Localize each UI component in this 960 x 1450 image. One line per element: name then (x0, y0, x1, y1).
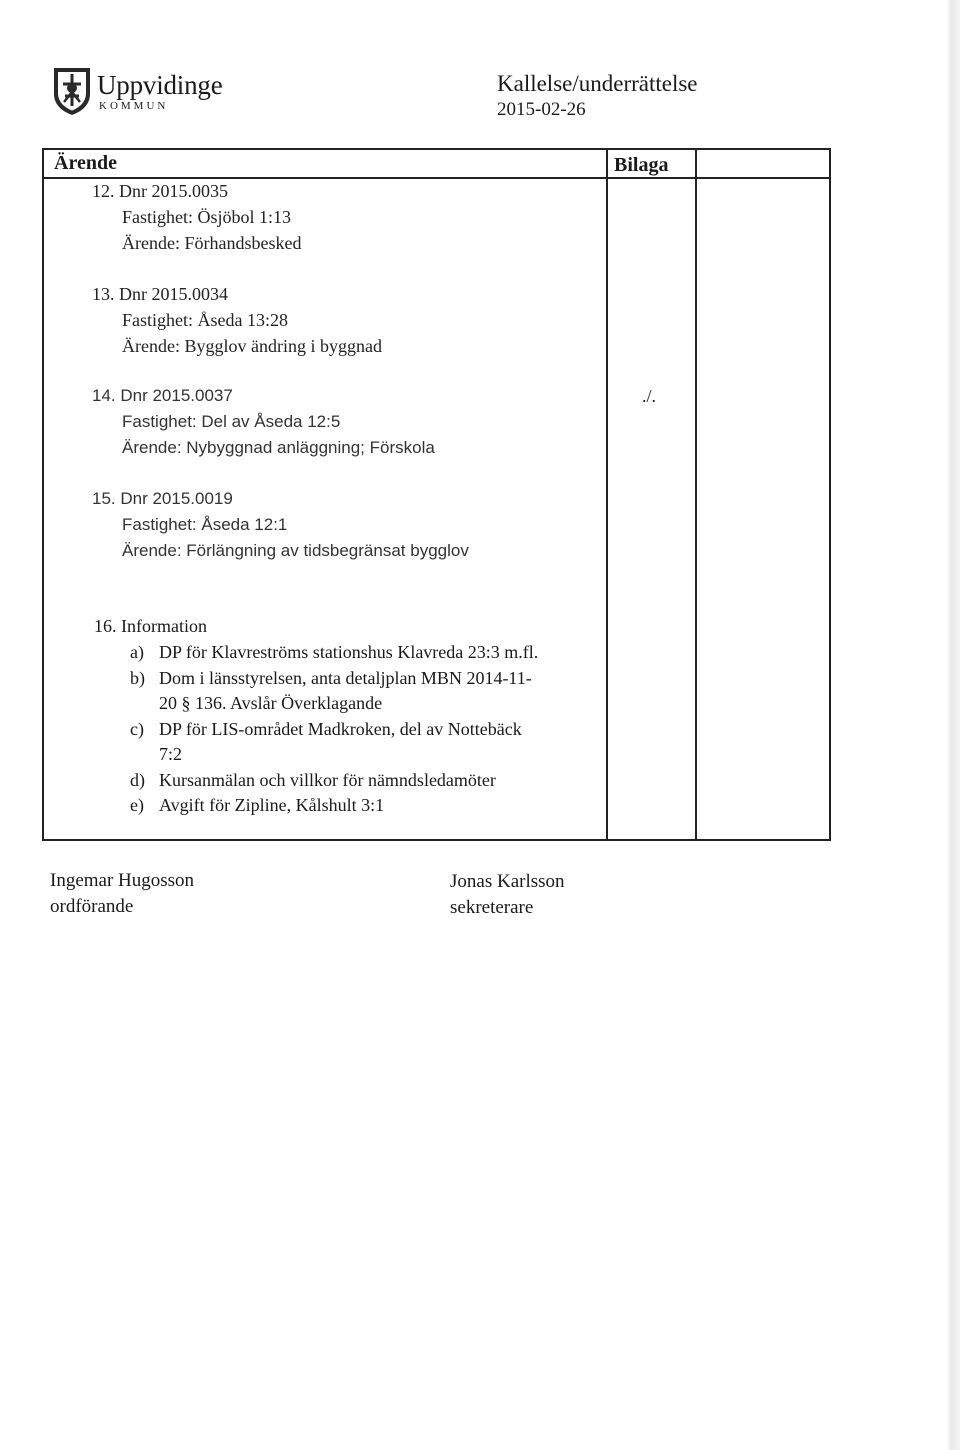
list-line: 7:2 (159, 744, 183, 764)
list-text (159, 717, 570, 768)
item-arende: Ärende: Förhandsbesked (122, 233, 302, 253)
agenda-item-16-information (94, 614, 539, 815)
municipality-crest-logo (52, 66, 92, 116)
list-item (130, 666, 570, 717)
list-text (159, 666, 570, 717)
empty-column-divider (695, 150, 697, 839)
column-header-arende: Ärende (54, 152, 117, 174)
item-fastighet: Fastighet: Del av Åseda 12:5 (122, 412, 341, 431)
list-text (159, 768, 570, 794)
list-text (159, 793, 570, 819)
signature-chairman (50, 868, 194, 920)
list-letter: c) (130, 718, 144, 739)
item-fastighet: Fastighet: Åseda 12:1 (122, 515, 288, 534)
list-letter: b) (130, 667, 145, 688)
list-line: Avgift för Zipline, Kålshult 3:1 (159, 795, 385, 815)
signer-role: sekreterare (450, 897, 534, 918)
item-arende: Ärende: Bygglov ändring i byggnad (122, 336, 382, 356)
list-letter: d) (130, 769, 145, 790)
signer-name: Jonas Karlsson (450, 871, 565, 892)
list-line: DP för Klavreströms stationshus Klavreda 23:3 m.fl. (159, 642, 539, 662)
agenda-item-12 (92, 178, 302, 256)
list-item (130, 640, 570, 666)
agenda-item-14 (92, 383, 435, 461)
list-line: Dom i länsstyrelsen, anta detaljplan MBN 2014-11- (159, 667, 532, 688)
item-arende: Ärende: Förlängning av tidsbegränsat bygglov (122, 541, 469, 560)
agenda-table (42, 148, 831, 841)
agenda-item-15 (92, 486, 469, 564)
list-item (130, 768, 570, 794)
list-text (159, 640, 570, 666)
item-dnr: 14. Dnr 2015.0037 (92, 386, 233, 405)
item-dnr: 13. Dnr 2015.0034 (92, 284, 228, 304)
information-list (130, 640, 570, 819)
list-letter: a) (130, 642, 144, 662)
signature-secretary (450, 869, 565, 921)
information-title: 16. Information (94, 616, 207, 636)
list-item (130, 717, 570, 768)
list-line: DP för LIS-området Madkroken, del av Nottebäck (159, 718, 522, 739)
signer-role: ordförande (50, 896, 134, 917)
agenda-item-13 (92, 281, 382, 359)
column-header-bilaga: Bilaga (614, 154, 669, 176)
list-letter: e) (130, 795, 144, 815)
bilaga-column-divider (606, 150, 608, 839)
item-dnr: 12. Dnr 2015.0035 (92, 181, 228, 201)
list-item (130, 793, 570, 819)
signer-name: Ingemar Hugosson (50, 870, 195, 891)
list-line: Kursanmälan och villkor för nämndsledamöter (159, 769, 496, 790)
item-fastighet: Fastighet: Ösjöbol 1:13 (122, 207, 292, 227)
item-dnr: 15. Dnr 2015.0019 (92, 489, 233, 508)
item-fastighet: Fastighet: Åseda 13:28 (122, 310, 288, 330)
org-name: Uppvidinge (97, 70, 223, 100)
scan-edge (946, 0, 960, 1450)
document-date: 2015-02-26 (497, 99, 586, 120)
list-line: 20 § 136. Avslår Överklagande (159, 693, 383, 713)
document-type: Kallelse/underrättelse (497, 71, 698, 96)
item-arende: Ärende: Nybyggnad anläggning; Förskola (122, 438, 435, 457)
bilaga-marker: ./. (642, 386, 657, 406)
org-subtitle: KOMMUN (99, 100, 169, 112)
